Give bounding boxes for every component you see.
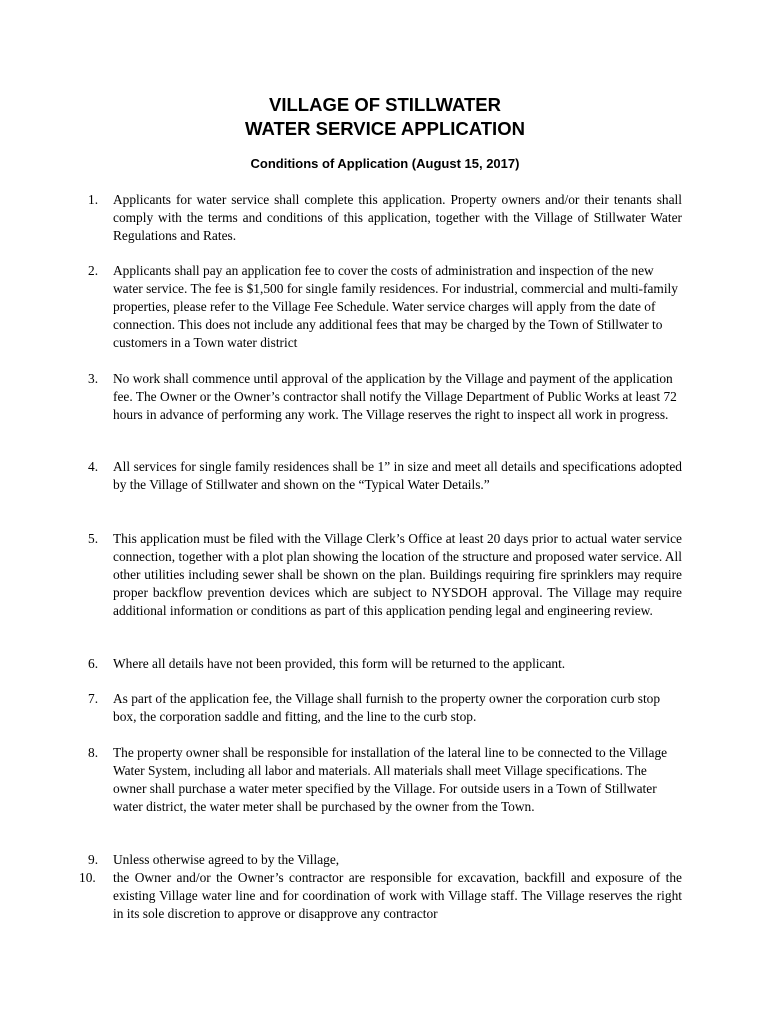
list-item-number: 6. (88, 656, 99, 671)
list-item (88, 370, 682, 424)
document-title: VILLAGE OF STILLWATER (269, 94, 501, 115)
list-item (88, 655, 682, 673)
list-item (88, 530, 682, 620)
list-item-text: Applicants shall pay an application fee to cover the costs of administration and inspection of the new water service. The fee is $1,500 for single family residences. For industrial, commercial and multi-family properties, please refer to the Village Fee Schedule. Water service charges will apply from the date of connection. This does not include any additional fees that may be charged by the Town of Stillwater to customers in a Town water district (113, 263, 678, 350)
list-item-number: 10. (79, 870, 96, 885)
list-item-text: Unless otherwise agreed to by the Village, (113, 852, 340, 867)
list-item (88, 744, 682, 816)
list-item-number: 7. (88, 691, 99, 706)
list-item-number: 8. (88, 745, 99, 760)
list-item-number: 5. (88, 531, 99, 546)
list-item (88, 690, 682, 726)
list-item-text: As part of the application fee, the Village shall furnish to the property owner the corporation curb stop box, the corporation saddle and fitting, and the line to the curb stop. (113, 691, 661, 724)
list-item-number: 9. (88, 852, 99, 867)
list-item (88, 262, 682, 352)
list-item-number: 1. (88, 192, 99, 207)
list-item-text: Where all details have not been provided, this form will be returned to the applicant. (113, 656, 566, 671)
list-item-number: 2. (88, 263, 99, 278)
list-item (79, 869, 682, 923)
list-item (88, 191, 682, 245)
list-item-number: 4. (88, 459, 99, 474)
document-title-second-line: WATER SERVICE APPLICATION (245, 118, 525, 139)
list-item-text: the Owner and/or the Owner’s contractor are responsible for excavation, backfill and exposure of the existing Village water line and for coordination of work with Village staff. The Village reserves the right in its sole discretion to approve or disapprove any contractor (113, 870, 682, 921)
list-item-text: All services for single family residences shall be 1” in size and meet all details and specifications adopted by the Village of Stillwater and shown on the “Typical Water Details.” (113, 459, 682, 492)
list-item-text: Applicants for water service shall complete this application. Property owners and/or their tenants shall comply with the terms and conditions of this application, together with the Village of Stillwater Water Regulations and Rates. (113, 192, 682, 243)
list-item-text: The property owner shall be responsible for installation of the lateral line to be connected to the Village Water System, including all labor and materials. All materials shall meet Village specifications. The owner shall purchase a water meter specified by the Village. For outside users in a Town of Stillwater water district, the water meter shall be purchased by the owner from the Town. (113, 745, 668, 814)
document-subtitle: Conditions of Application (August 15, 2017) (250, 156, 520, 171)
list-item (88, 851, 682, 869)
list-item-text: This application must be filed with the Village Clerk’s Office at least 20 days prior to actual water service connection, together with a plot plan showing the location of the structure and proposed water service. All other utilities including sewer shall be shown on the plan. Buildings requiring fire sprinklers may require proper backflow prevention devices which are subject to NYSDOH approval. The Village may require additional information or conditions as part of this application pending legal and engineering review. (113, 531, 682, 618)
list-item (88, 458, 682, 494)
list-item-text: No work shall commence until approval of the application by the Village and payment of the application fee. The Owner or the Owner’s contractor shall notify the Village Department of Public Works at least 72 hours in advance of performing any work. The Village reserves the right to inspect all work in progress. (113, 371, 677, 422)
list-item-number: 3. (88, 371, 99, 386)
